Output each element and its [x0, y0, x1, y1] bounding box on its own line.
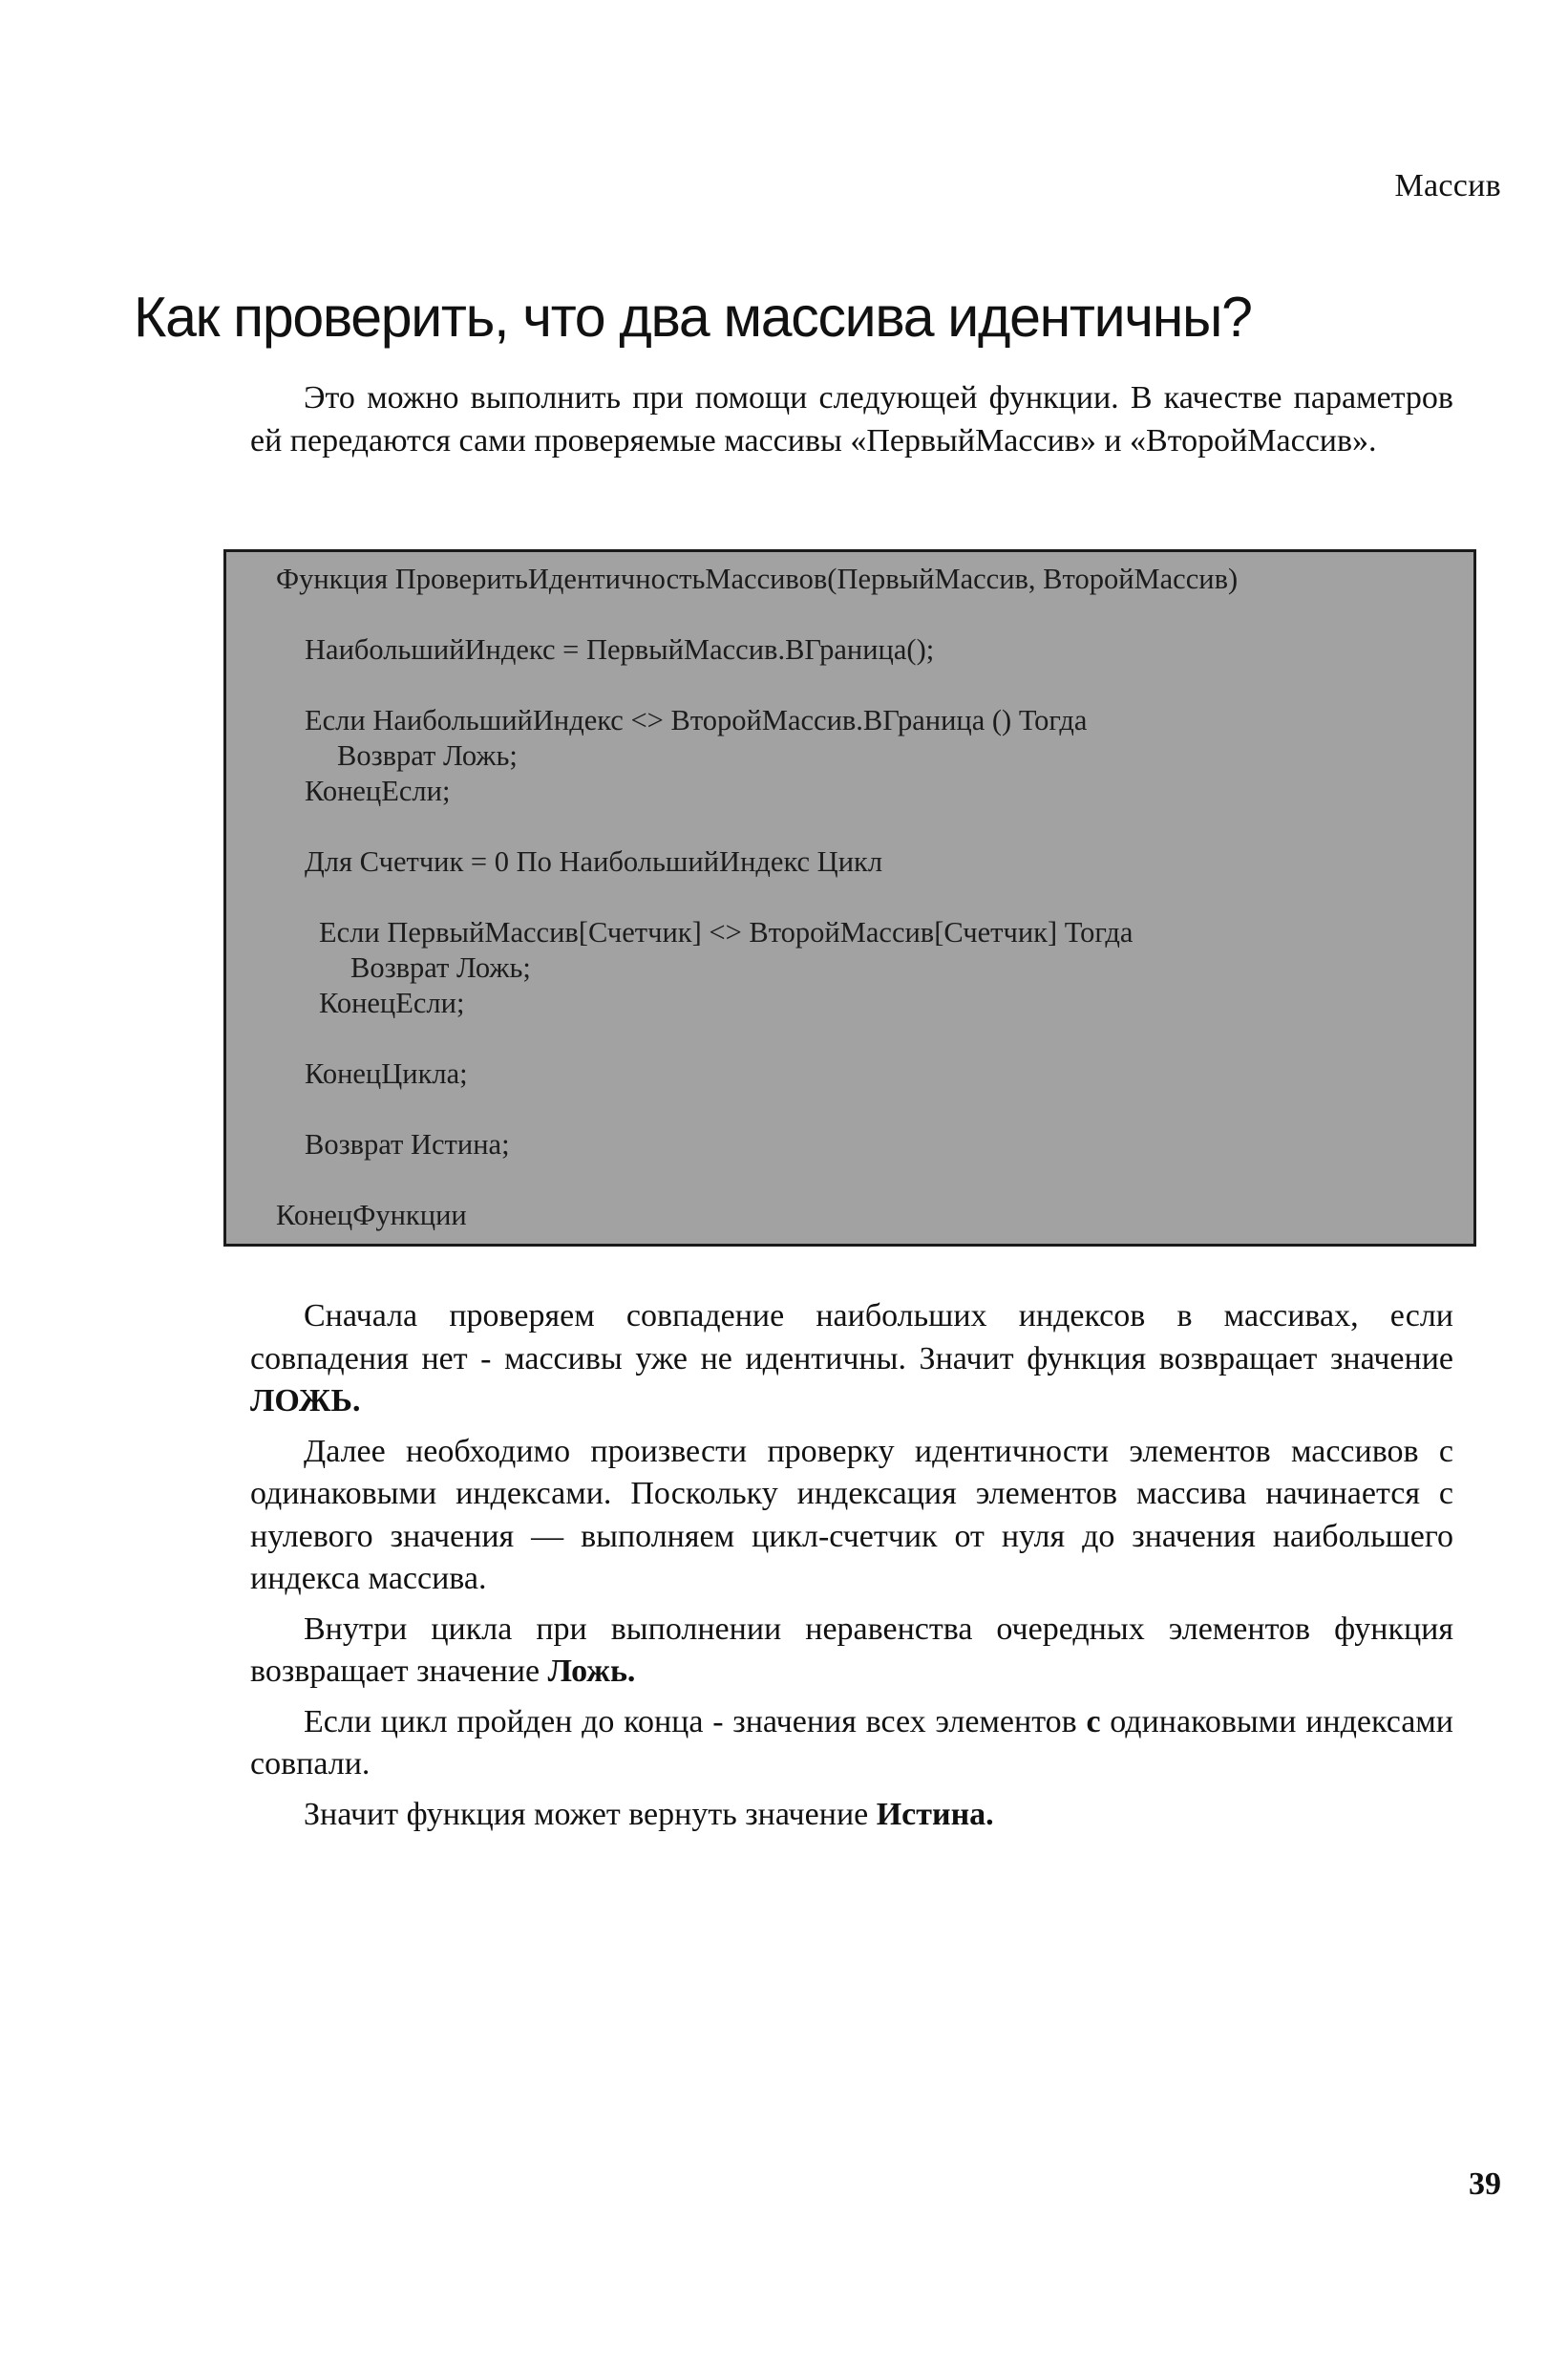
- code-line: КонецЕсли;: [319, 987, 465, 1019]
- code-line: Если ПервыйМассив[Счетчик] <> ВторойМассив[Счетчик] Тогда: [319, 916, 1134, 949]
- code-line: Возврат Истина;: [305, 1128, 510, 1161]
- code-line: [226, 597, 1473, 632]
- paragraph-text: Далее необходимо произвести проверку идентичности элементов массивов с одинаковыми индексами. Поскольку индексация элементов массива начинается с нулевого значения — выполняем цикл-счетчик от нуля до значения наибольшего индекса массива.: [250, 1433, 1453, 1596]
- code-line: [226, 1021, 1473, 1056]
- code-line: [226, 1092, 1473, 1127]
- emphasized-value: ЛОЖЬ.: [250, 1383, 361, 1419]
- code-line: [226, 880, 1473, 915]
- body-paragraph: [250, 1609, 1453, 1694]
- body-text: [250, 1295, 1453, 1844]
- paragraph-text: Внутри цикла при выполнении неравенства очередных элементов функция возвращает значение: [250, 1611, 1453, 1689]
- code-line: КонецЕсли;: [305, 775, 451, 807]
- code-line: Функция ПроверитьИдентичностьМассивов(ПервыйМассив, ВторойМассив): [276, 563, 1239, 595]
- paragraph-text: Значит функция может вернуть значение: [304, 1796, 877, 1832]
- emphasized-value: Ложь.: [547, 1653, 636, 1689]
- paragraph-text: Сначала проверяем совпадение наибольших индексов в массивах, если совпадения нет - массивы уже не идентичны. Значит функция возвращает значение: [250, 1298, 1453, 1376]
- body-paragraph: [250, 1431, 1453, 1601]
- intro-paragraph: Это можно выполнить при помощи следующей функции. В качестве параметров ей передаются сами проверяемые массивы «ПервыйМассив» и «ВторойМассив».: [250, 380, 1453, 459]
- code-line: [226, 1163, 1473, 1198]
- code-line: КонецФункции: [276, 1199, 467, 1231]
- body-paragraph: [250, 1295, 1453, 1423]
- code-line: Возврат Ложь;: [350, 951, 531, 984]
- body-paragraph: [250, 1701, 1453, 1786]
- page-title: Как проверить, что два массива идентичны?: [134, 286, 1252, 349]
- code-line: Для Счетчик = 0 По НаибольшийИндекс Цикл: [305, 845, 883, 878]
- code-line: Возврат Ложь;: [337, 739, 518, 772]
- code-line: НаибольшийИндекс = ПервыйМассив.ВГраница();: [305, 633, 935, 666]
- emphasized-value: Истина.: [876, 1796, 994, 1832]
- running-head: Массив: [1394, 168, 1501, 203]
- code-line: [226, 668, 1473, 703]
- code-line: Если НаибольшийИндекс <> ВторойМассив.ВГраница () Тогда: [305, 704, 1088, 736]
- code-listing: [223, 549, 1476, 1247]
- emphasized-value: с: [1086, 1703, 1101, 1739]
- body-paragraph: [250, 1794, 1453, 1837]
- paragraph-text: Если цикл пройден до конца - значения всех элементов: [304, 1703, 1087, 1739]
- code-line: КонецЦикла;: [305, 1057, 468, 1090]
- page-number: 39: [1469, 2166, 1501, 2202]
- paragraph-tail: одинаковыми индексами совпали.: [250, 1703, 1453, 1781]
- code-line: [226, 809, 1473, 844]
